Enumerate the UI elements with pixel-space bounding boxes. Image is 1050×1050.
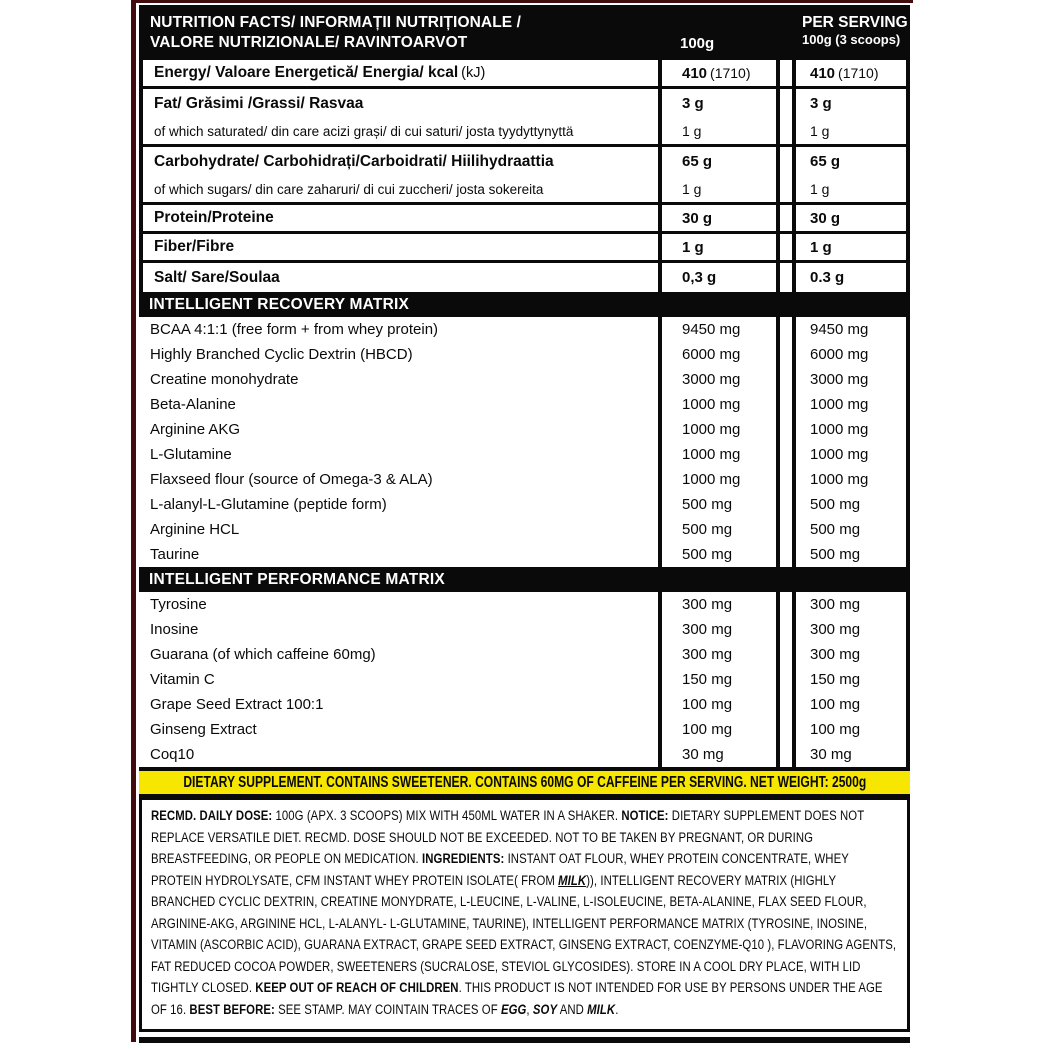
footer-segment: NOTICE: [621, 808, 672, 824]
column-gap [780, 617, 792, 642]
column-gap [780, 118, 792, 144]
nutrition-label [130, 0, 914, 1048]
value-100g: 30 g [658, 205, 780, 231]
ingredient-name: Arginine HCL [150, 521, 240, 538]
row-label: of which sugars/ din care zaharuri/ di cui zuccheri/ josta sokereita [154, 181, 544, 197]
matrix-row [139, 692, 910, 717]
column-gap [780, 467, 792, 492]
ingredient-name: Beta-Alanine [150, 396, 236, 413]
per-serving-line-1: PER SERVING [802, 14, 908, 31]
column-header-100g: 100g [680, 35, 715, 52]
footer-segment: SEE STAMP. MAY COINTAIN TRACES OF [278, 1001, 501, 1018]
title-line-2: VALORE NUTRIZIONALE/ RAVINTOARVOT [150, 34, 468, 51]
value-per-serving: 1 g [792, 176, 910, 202]
row-label: Fiber/Fibre [154, 238, 235, 255]
value-100g: 300 mg [658, 617, 780, 642]
value-100g: 300 mg [658, 642, 780, 667]
footer-segment: SOY [532, 1001, 558, 1018]
ingredient-name: Tyrosine [150, 596, 207, 613]
value-per-serving: 65 g [792, 147, 910, 176]
ingredient-name: Arginine AKG [150, 421, 241, 438]
value-per-serving: 1 g [792, 118, 910, 144]
value-per-serving: 1000 mg [792, 392, 910, 417]
value-per-serving: 300 mg [792, 592, 910, 617]
value-per-serving: 3000 mg [792, 367, 910, 392]
value-100g: 410 (1710) [658, 60, 780, 86]
column-gap [780, 342, 792, 367]
ingredient-name: L-alanyl-L-Glutamine (peptide form) [150, 496, 387, 513]
footer-segment: BEST BEFORE: [189, 1001, 279, 1018]
value-per-serving: 410 (1710) [792, 60, 910, 86]
ingredient-name: Guarana (of which caffeine 60mg) [150, 646, 376, 663]
ingredient-name: Flaxseed flour (source of Omega-3 & ALA) [150, 471, 433, 488]
value-per-serving: 500 mg [792, 517, 910, 542]
nutrition-facts-header [139, 5, 910, 60]
column-gap [780, 367, 792, 392]
footer-segment: RECMD. DAILY DOSE: [151, 808, 276, 824]
label-top-edge [131, 0, 913, 3]
value-100g: 1000 mg [658, 392, 780, 417]
row-label: Protein/Proteine [154, 209, 274, 226]
value-per-serving: 300 mg [792, 642, 910, 667]
matrix-row [139, 642, 910, 667]
value-per-serving: 9450 mg [792, 317, 910, 342]
supplement-banner [139, 767, 910, 797]
matrix-row [139, 492, 910, 517]
ingredient-name: Coq10 [150, 746, 195, 763]
column-gap [780, 263, 792, 292]
column-gap [780, 492, 792, 517]
nutrition-row [143, 89, 910, 118]
footer-segment: 100G (APX. 3 SCOOPS) MIX WITH 450ML WATER IN A SHAKER. [275, 808, 622, 824]
footer-segment: INSTANT OAT FLOUR, WHEY PROTEIN CONCENTRATE, WHEY PROTEIN HYDROLYSATE, CFM INSTANT WHEY PROTEIN ISOLATE( FROM [151, 851, 849, 889]
footer-text [151, 806, 899, 1021]
value-100g: 1000 mg [658, 442, 780, 467]
footer-segment: , [526, 1001, 533, 1018]
value-per-serving: 6000 mg [792, 342, 910, 367]
value-per-serving: 300 mg [792, 617, 910, 642]
value-per-serving: 0.3 g [792, 263, 910, 292]
column-gap [780, 89, 792, 118]
footer-segment: INGREDIENTS: [422, 851, 508, 867]
matrix-row [139, 617, 910, 642]
value-100g: 30 mg [658, 742, 780, 767]
matrix-row [139, 717, 910, 742]
row-label: Salt/ Sare/Soulaa [154, 268, 280, 286]
value-100g: 1 g [658, 234, 780, 260]
value-per-serving: 1000 mg [792, 417, 910, 442]
footer-segment: )), INTELLIGENT RECOVERY MATRIX (HIGHLY BRANCHED CYCLIC DEXTRIN, CREATINE MONYDRATE, L-LEUCINE, L-VALINE, L-ISOLEUCINE, BETA-ALANINE, FLAX SEED FLOUR, ARGININE-AKG, ARGININE HCL, L-ALANYL- L-GLUTAMINE, TAURINE), INTELLIGENT PERFORMANCE MATRIX (TYROSINE, INOSINE, VITAMIN (ASCORBIC ACID), GUARANA EXTRACT, GRAPE SEED EXTRACT, GINSENG EXTRACT, COENZYME-Q10 ), FLAVORING AGENTS, FAT REDUCED COCOA POWDER, SWEETENERS (SUCRALOSE, STEVIOL GLYCOSIDES). STORE IN A COOL DRY PLACE, WITH LID TIGHTLY CLOSED. [151, 872, 897, 996]
column-gap [780, 205, 792, 231]
value-per-serving: 150 mg [792, 667, 910, 692]
label-left-edge [131, 0, 136, 1042]
ingredient-name: Highly Branched Cyclic Dextrin (HBCD) [150, 346, 413, 363]
footer-segment: AND [557, 1001, 588, 1018]
column-gap [780, 442, 792, 467]
ingredient-name: Taurine [150, 546, 200, 563]
supplement-banner-text: DIETARY SUPPLEMENT. CONTAINS SWEETENER. CONTAINS 60MG OF CAFFEINE PER SERVING. NET WEIGHT: 2500g [183, 773, 866, 791]
bottom-bar [139, 1037, 910, 1043]
ingredient-name: BCAA 4:1:1 (free form + from whey protein) [150, 321, 439, 338]
row-label: Fat/ Grăsimi /Grassi/ Rasvaa [154, 94, 364, 112]
column-gap [780, 742, 792, 767]
nutrition-row [143, 176, 910, 205]
value-100g: 300 mg [658, 592, 780, 617]
value-100g: 1000 mg [658, 417, 780, 442]
value-100g: 1 g [658, 176, 780, 202]
matrix-row [139, 442, 910, 467]
row-label: Energy/ Valoare Energetică/ Energia/ kcal (kJ) [154, 64, 486, 81]
section-bar-recovery: INTELLIGENT RECOVERY MATRIX [139, 292, 910, 317]
matrix-row [139, 592, 910, 617]
per-serving-line-2: 100g (3 scoops) [802, 32, 901, 47]
performance-matrix-table [139, 592, 910, 767]
column-gap [780, 234, 792, 260]
matrix-row [139, 367, 910, 392]
value-100g: 0,3 g [658, 263, 780, 292]
column-gap [780, 692, 792, 717]
column-gap [780, 592, 792, 617]
value-100g: 3000 mg [658, 367, 780, 392]
column-gap [780, 542, 792, 567]
title-line-1: NUTRITION FACTS/ INFORMAȚII NUTRIȚIONALE / [150, 14, 522, 31]
recovery-matrix-table [139, 317, 910, 567]
column-header-per-serving [792, 5, 910, 60]
value-100g: 6000 mg [658, 342, 780, 367]
value-per-serving: 30 mg [792, 742, 910, 767]
value-per-serving: 30 g [792, 205, 910, 231]
value-100g: 500 mg [658, 517, 780, 542]
footer-segment: DIETARY SUPPLEMENT DOES NOT REPLACE VERSATILE DIET. RECMD. DOSE SHOULD NOT BE EXCEEDED. NOT TO BE TAKEN BY PREGNANT, OR DURING BREASTFEEDING, OR PEOPLE ON MEDICATION. [151, 808, 865, 867]
ingredient-name: Inosine [150, 621, 199, 638]
nutrition-row [143, 205, 910, 234]
value-per-serving: 3 g [792, 89, 910, 118]
nutrition-facts-title [139, 5, 658, 60]
matrix-row [139, 392, 910, 417]
matrix-row [139, 542, 910, 567]
value-per-serving: 1000 mg [792, 467, 910, 492]
value-100g: 500 mg [658, 492, 780, 517]
footer-segment: . [615, 1001, 619, 1018]
column-gap [780, 5, 792, 60]
value-100g: 500 mg [658, 542, 780, 567]
value-100g: 100 mg [658, 717, 780, 742]
column-gap [780, 317, 792, 342]
ingredient-name: L-Glutamine [150, 446, 232, 463]
nutrition-row [143, 118, 910, 147]
value-100g: 3 g [658, 89, 780, 118]
value-100g: 150 mg [658, 667, 780, 692]
nutrition-row [143, 263, 910, 292]
column-gap [780, 60, 792, 86]
ingredient-name: Grape Seed Extract 100:1 [150, 696, 324, 713]
value-per-serving: 1000 mg [792, 442, 910, 467]
value-100g: 1000 mg [658, 467, 780, 492]
nutrition-panel [139, 5, 910, 1043]
footer-segment: MILK [558, 872, 587, 889]
value-per-serving: 100 mg [792, 692, 910, 717]
column-gap [780, 717, 792, 742]
footer-segment: MILK [587, 1001, 616, 1018]
value-per-serving: 500 mg [792, 542, 910, 567]
column-gap [780, 517, 792, 542]
matrix-row [139, 667, 910, 692]
section-bar-performance: INTELLIGENT PERFORMANCE MATRIX [139, 567, 910, 592]
column-gap [780, 176, 792, 202]
row-label: Carbohydrate/ Carbohidrați/Carboidrati/ Hiilihydraattia [154, 152, 554, 170]
footer-segment: . THIS PRODUCT IS NOT INTENDED FOR USE BY PERSONS UNDER THE AGE OF 16. [151, 980, 883, 1018]
nutrition-row [143, 234, 910, 263]
matrix-row [139, 467, 910, 492]
footer-segment: EGG [500, 1001, 527, 1018]
matrix-row [139, 417, 910, 442]
nutrition-row [143, 60, 910, 89]
column-gap [780, 147, 792, 176]
value-100g: 9450 mg [658, 317, 780, 342]
matrix-row [139, 517, 910, 542]
footer-segment: KEEP OUT OF REACH OF CHILDREN [255, 980, 459, 996]
footer-box [139, 797, 910, 1032]
ingredient-name: Ginseng Extract [150, 721, 257, 738]
column-gap [780, 667, 792, 692]
matrix-row [139, 742, 910, 767]
column-gap [780, 642, 792, 667]
row-label: of which saturated/ din care acizi grași/ di cui saturi/ josta tyydyttynyttä [154, 123, 574, 139]
ingredient-name: Creatine monohydrate [150, 371, 299, 388]
value-100g: 65 g [658, 147, 780, 176]
value-per-serving: 100 mg [792, 717, 910, 742]
value-per-serving: 500 mg [792, 492, 910, 517]
matrix-row [139, 342, 910, 367]
matrix-row [139, 317, 910, 342]
value-100g: 1 g [658, 118, 780, 144]
ingredient-name: Vitamin C [150, 671, 215, 688]
nutrition-table [139, 60, 910, 292]
value-per-serving: 1 g [792, 234, 910, 260]
column-gap [780, 417, 792, 442]
value-100g: 100 mg [658, 692, 780, 717]
column-gap [780, 392, 792, 417]
nutrition-row [143, 147, 910, 176]
